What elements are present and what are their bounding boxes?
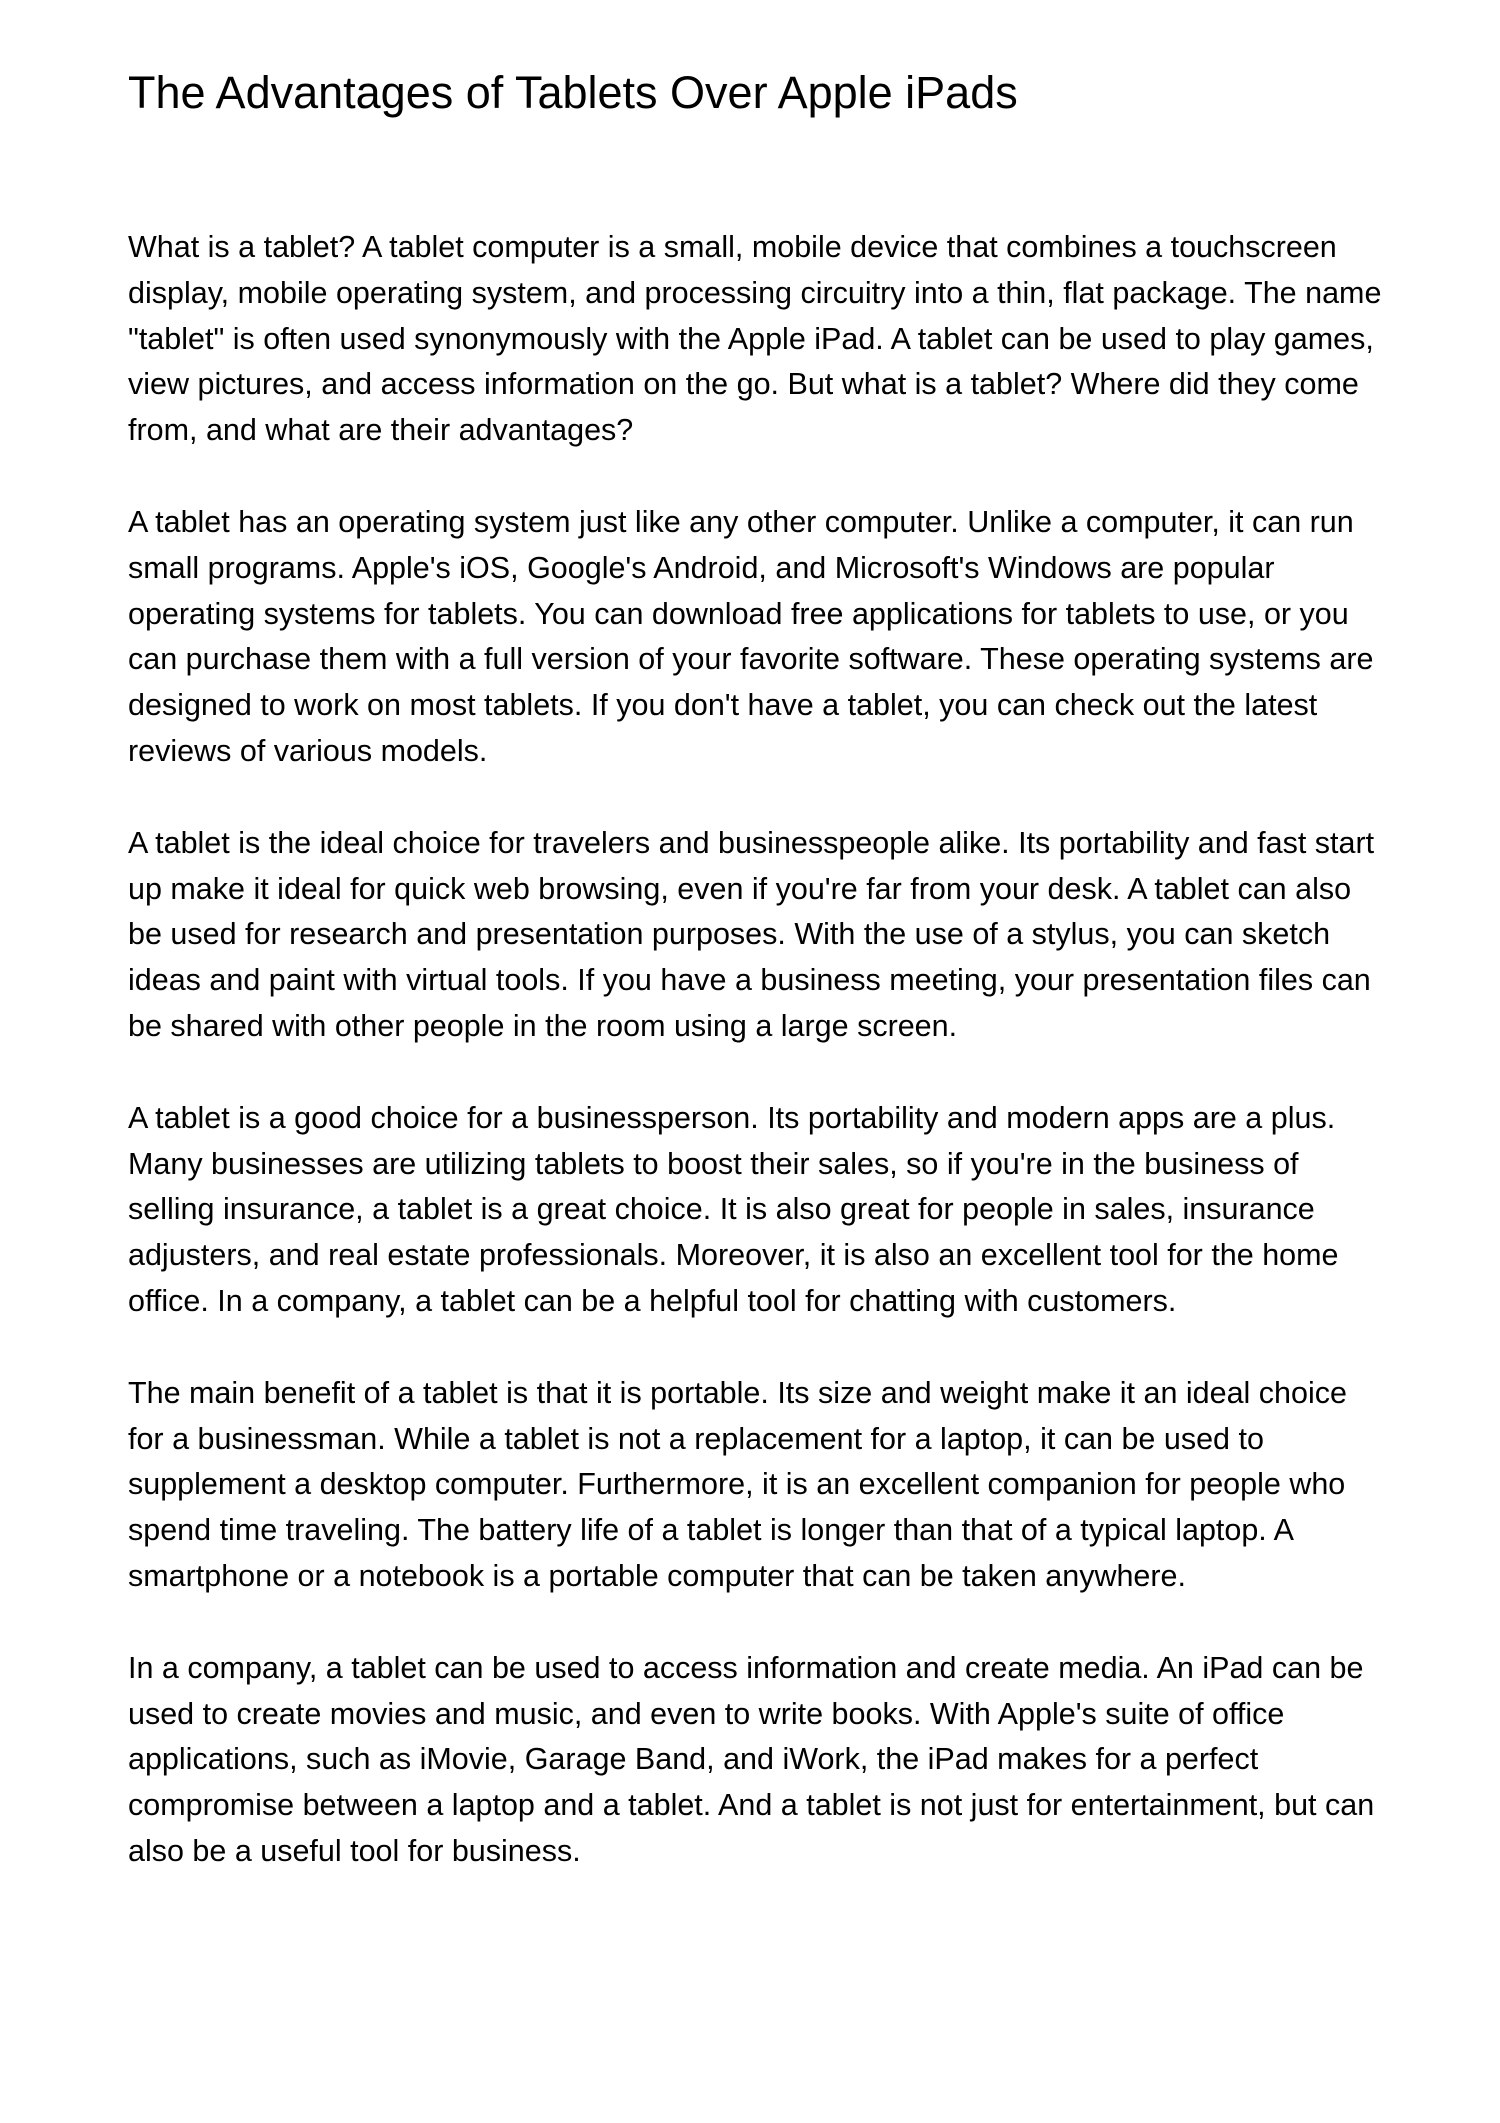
paragraph-travelers: A tablet is the ideal choice for travelers and businesspeople alike. Its portability and fast start up make it ideal for quick web browsing, even if you're far from your desk. A tablet can also be used for research and presentation purposes. With the use of a stylus, you can sketch ideas and paint with virtual tools. If you have a business meeting, your presentation files can be shared with other people in the room using a large screen. <box>128 825 1375 1043</box>
document-body <box>128 225 1390 1875</box>
paragraph-portability: The main benefit of a tablet is that it is portable. Its size and weight make it an ideal choice for a businessman. While a tablet is not a replacement for a laptop, it can be used to supplement a desktop computer. Furthermore, it is an excellent companion for people who spend time traveling. The battery life of a tablet is longer than that of a typical laptop. A smartphone or a notebook is a portable computer that can be taken anywhere. <box>128 1375 1347 1593</box>
paragraph-company-media: In a company, a tablet can be used to access information and create media. An iPad can be used to create movies and music, and even to write books. With Apple's suite of office applications, such as iMovie, Garage Band, and iWork, the iPad makes for a perfect compromise between a laptop and a tablet. And a tablet is not just for entertainment, but can also be a useful tool for business. <box>128 1650 1375 1868</box>
page-title: The Advantages of Tablets Over Apple iPads <box>128 67 1018 118</box>
paragraph-intro: What is a tablet? A tablet computer is a small, mobile device that combines a touchscreen display, mobile operating system, and processing circuitry into a thin, flat package. The name "tablet" is often used synonymously with the Apple iPad. A tablet can be used to play games, view pictures, and access information on the go. But what is a tablet? Where did they come from, and what are their advantages? <box>128 230 1382 448</box>
paragraph-businessperson: A tablet is a good choice for a businessperson. Its portability and modern apps are a plus. Many businesses are utilizing tablets to boost their sales, so if you're in the business of selling insurance, a tablet is a great choice. It is also great for people in sales, insurance adjusters, and real estate professionals. Moreover, it is also an excellent tool for the home office. In a company, a tablet can be a helpful tool for chatting with customers. <box>128 1100 1339 1318</box>
document-page <box>128 58 1390 1921</box>
paragraph-operating-system: A tablet has an operating system just like any other computer. Unlike a computer, it can run small programs. Apple's iOS, Google's Android, and Microsoft's Windows are popular operating systems for tablets. You can download free applications for tablets to use, or you can purchase them with a full version of your favorite software. These operating systems are designed to work on most tablets. If you don't have a tablet, you can check out the latest reviews of various models. <box>128 504 1374 768</box>
